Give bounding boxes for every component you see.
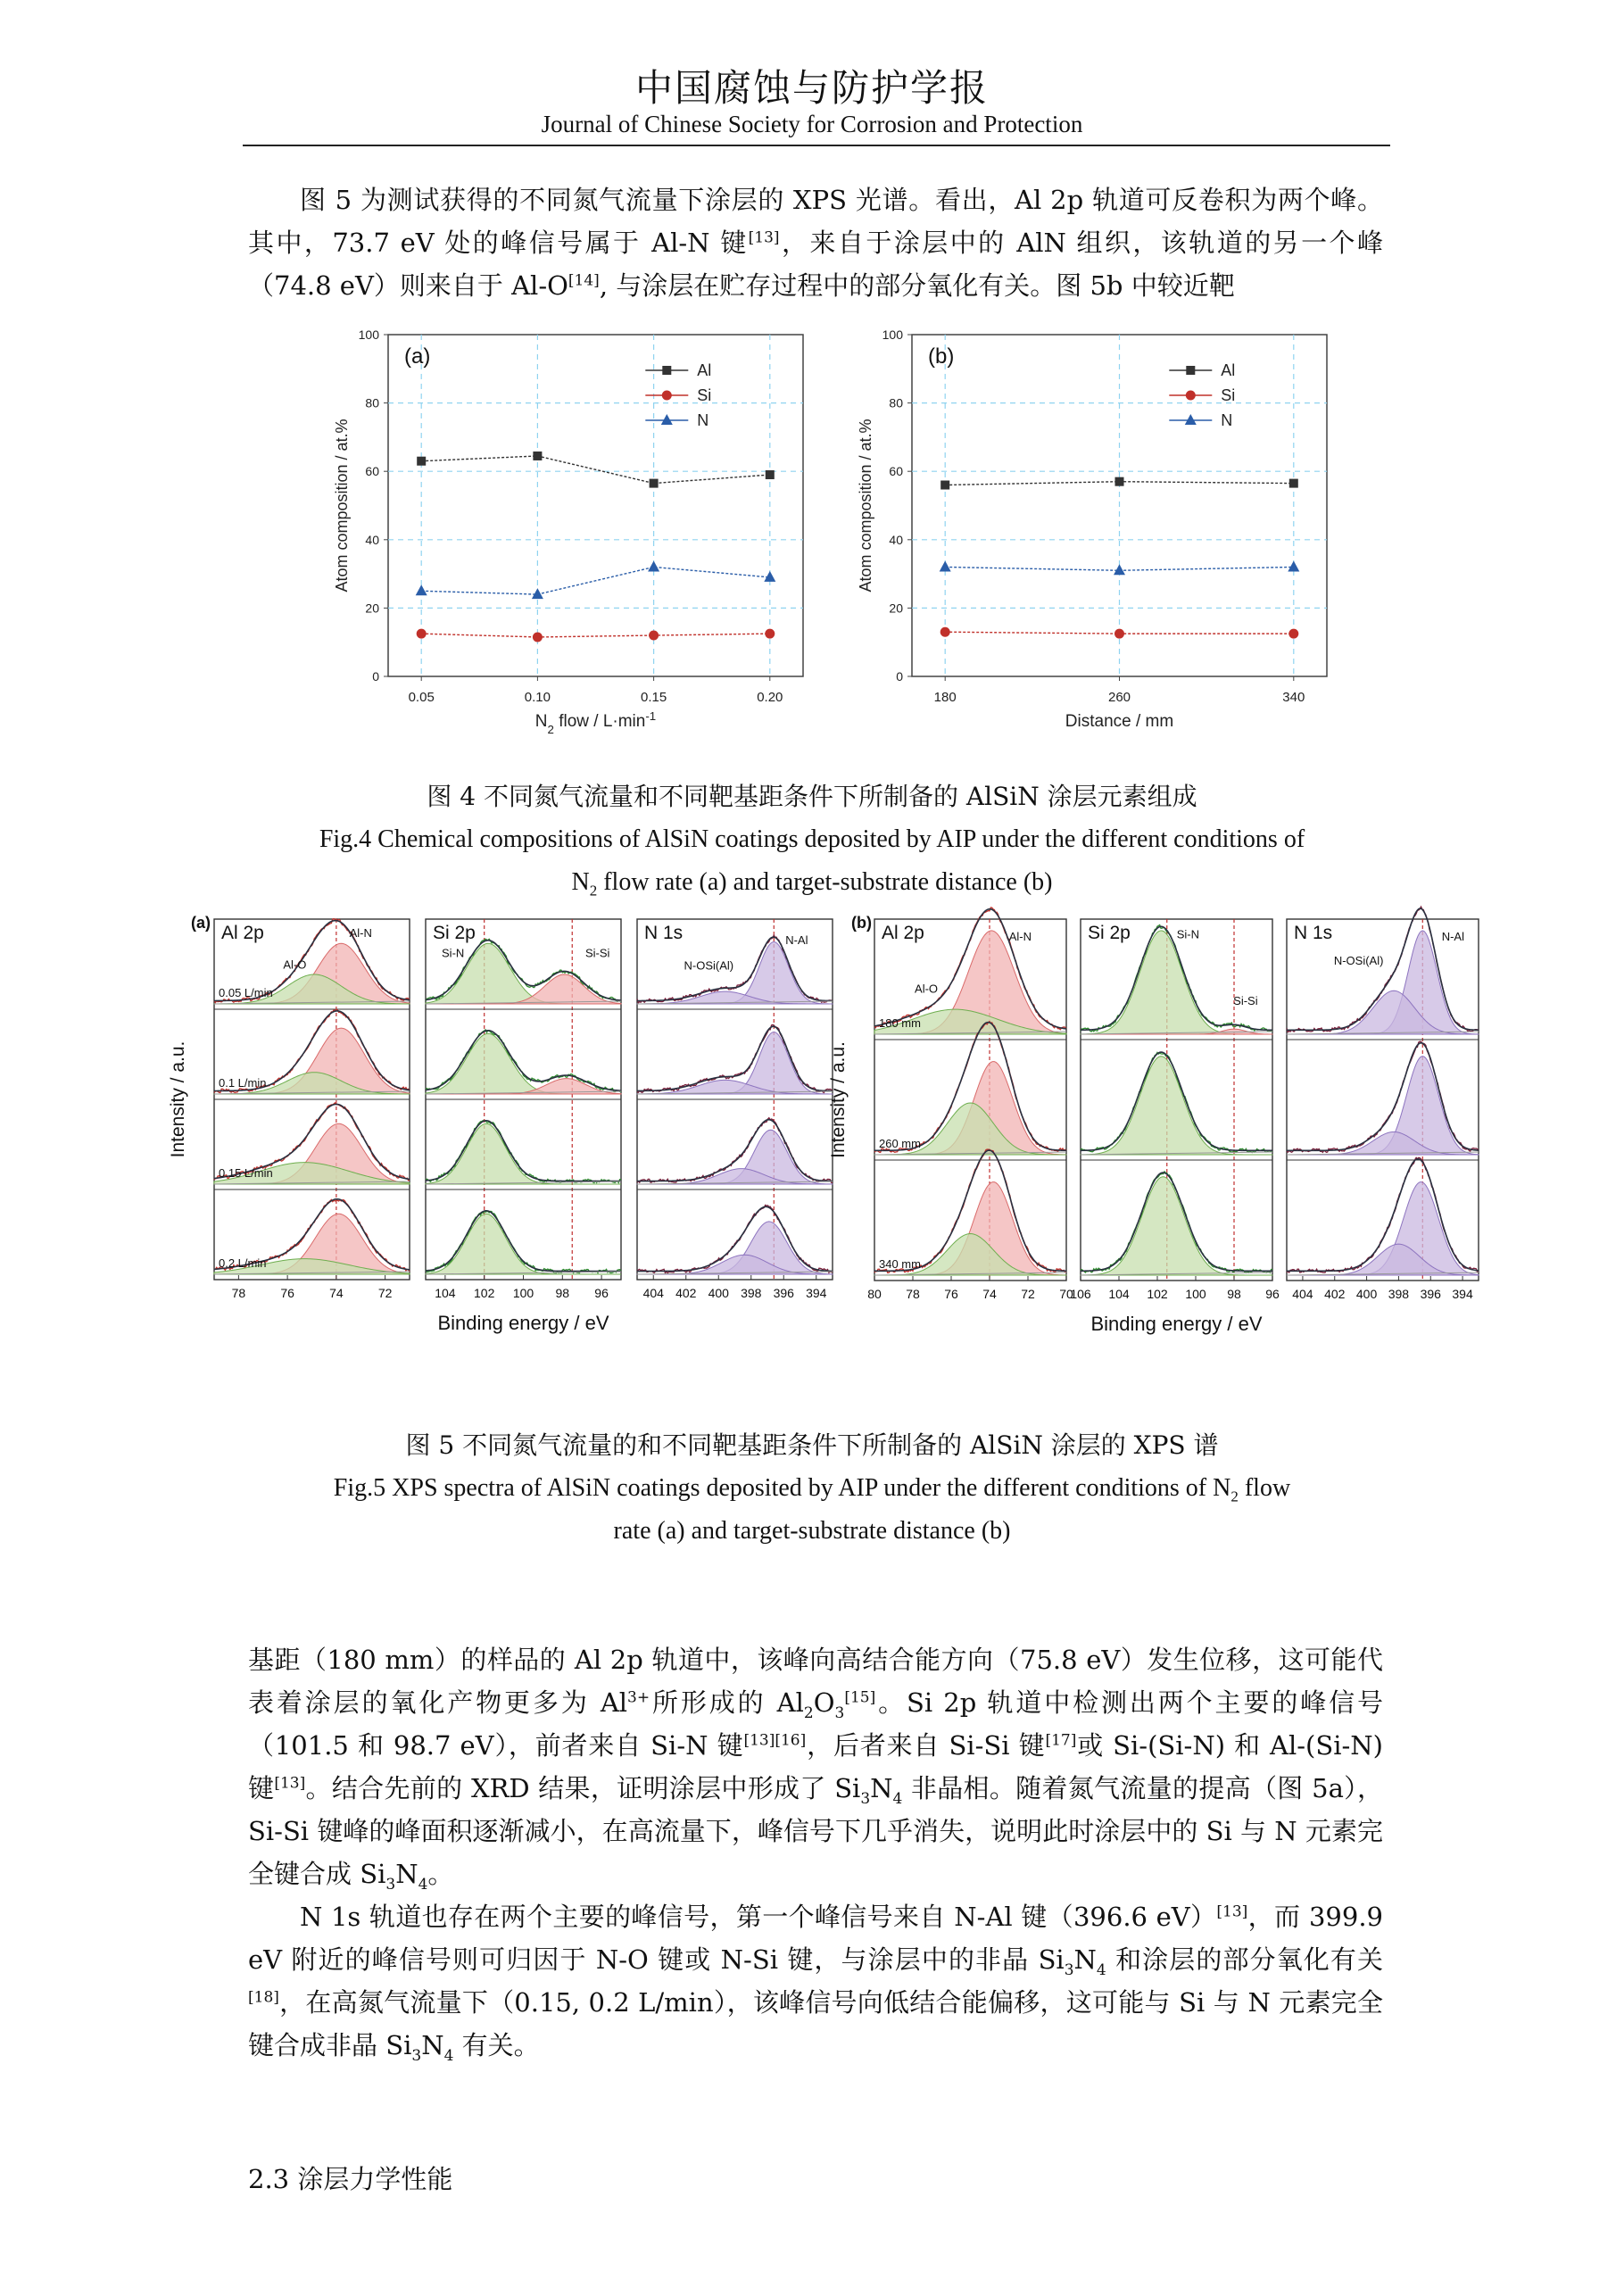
- legend-marker: [662, 391, 672, 401]
- xps-x-tick-label: 98: [555, 1286, 570, 1300]
- point-si: [1114, 629, 1124, 639]
- x-axis-label: $N_2$ flow / $L\cdot\min^{-1}$: [534, 709, 657, 736]
- legend-marker: [661, 414, 673, 425]
- paragraph-1: [248, 178, 1383, 307]
- xps-x-tick-label: 70: [1059, 1287, 1073, 1301]
- paragraph-3-text: N 1s 轨道也存在两个主要的峰信号，第一个峰信号来自 N-Al 键（396.6 eV）[13]，而 399.9 eV 附近的峰信号则可归因于 N-O 键或 N-Si 键，与涂层中的非晶 $Si_3N_4$ 和涂层的部分氧化有关[18]，在高氮气流量下（0.15, 0.2 L/min），该峰信号向低结合能偏移，这可能与 Si 与 N 元素完全键合成非晶 $Si_3N_4$ 有关。: [248, 1902, 1384, 2065]
- xps-x-tick-label: 396: [773, 1286, 794, 1300]
- x-tick-label: 260: [1107, 690, 1131, 705]
- xps-peak-label: Si-Si: [584, 946, 610, 960]
- section-heading: 2.3 涂层力学性能: [248, 2164, 453, 2194]
- xps-x-tick-label: 76: [944, 1287, 958, 1301]
- xps-orbital-title: N 1s: [1294, 923, 1333, 943]
- panel-letter: (a): [404, 344, 431, 369]
- xps-peak-label: Al-N: [1008, 930, 1032, 944]
- xps-orbital-title: Al 2p: [882, 923, 924, 943]
- y-tick-label: 100: [358, 327, 379, 342]
- xps-x-tick-label: 104: [1108, 1287, 1130, 1301]
- point-al: [1289, 479, 1298, 488]
- journal-title-cn: 中国腐蚀与防护学报: [634, 66, 989, 110]
- xps-peak-label: Al-O: [915, 982, 939, 996]
- x-tick-label: 0.05: [408, 690, 435, 705]
- y-tick-label: 0: [896, 669, 903, 684]
- point-si: [533, 632, 543, 642]
- xps-x-tick-label: 106: [1070, 1287, 1091, 1301]
- xps-x-tick-label: 398: [1388, 1287, 1410, 1301]
- figure-4b-chart: [857, 327, 1327, 731]
- figure-5-panels: [168, 907, 1479, 1335]
- point-al: [533, 452, 542, 460]
- figure-5: [168, 914, 1473, 1392]
- journal-title-en: Journal of Chinese Society for Corrosion and Protection: [541, 111, 1083, 137]
- xps-panel-letter: (b): [851, 914, 872, 932]
- legend-label-al: Al: [697, 361, 712, 379]
- y-axis-label: Atom composition / at.%: [857, 419, 874, 593]
- series-line-si: [421, 634, 770, 637]
- y-tick-label: 0: [372, 669, 379, 684]
- xps-row-label: 0.1 L/min: [219, 1076, 267, 1090]
- x-tick-label: 0.10: [524, 690, 551, 705]
- figure-5-caption-en-2: rate (a) and target-substrate distance (b): [613, 1517, 1011, 1545]
- y-tick-label: 60: [889, 464, 903, 479]
- xps-x-tick-label: 78: [231, 1286, 246, 1300]
- figure-5-caption: [0, 1424, 1624, 1553]
- y-tick-label: 20: [365, 601, 379, 616]
- xps-peak-label: N-OSi(Al): [684, 958, 734, 973]
- xps-peak-label: Si-N: [442, 946, 465, 960]
- figure-5-caption-en-1: Fig.5 XPS spectra of AlSiN coatings deposited by AIP under the different conditions of $N_2$ flow: [333, 1474, 1291, 1505]
- figure-4: [321, 317, 1356, 736]
- xps-row-label: 0.15 L/min: [219, 1166, 273, 1180]
- x-tick-label: 0.15: [640, 690, 667, 705]
- xps-peak-label: Si-N: [1176, 927, 1200, 941]
- legend-label-al: Al: [1221, 361, 1236, 379]
- point-si: [1288, 629, 1298, 639]
- x-tick-label: 340: [1282, 690, 1305, 705]
- xps-x-tick-label: 398: [741, 1286, 762, 1300]
- xps-peak-label: Si-Si: [1233, 993, 1258, 1007]
- legend-label-si: Si: [1221, 386, 1236, 404]
- xps-x-axis-label: Binding energy / eV: [437, 1312, 609, 1334]
- figure-4-caption-cn: 图 4 不同氮气流量和不同靶基距条件下所制备的 AlSiN 涂层元素组成: [427, 782, 1197, 811]
- y-tick-label: 20: [889, 601, 903, 616]
- xps-orbital-title: Si 2p: [433, 923, 476, 943]
- xps-x-tick-label: 394: [806, 1286, 827, 1300]
- y-tick-label: 100: [882, 327, 903, 342]
- point-n: [940, 560, 951, 571]
- xps-x-tick-label: 400: [708, 1286, 729, 1300]
- xps-x-tick-label: 100: [512, 1286, 534, 1300]
- xps-row-label: 340 mm: [879, 1257, 921, 1271]
- xps-orbital-title: Si 2p: [1088, 923, 1131, 943]
- y-tick-label: 40: [365, 532, 379, 547]
- xps-peak-label: N-Al: [1441, 930, 1464, 944]
- point-al: [650, 479, 659, 488]
- plot-frame: [388, 335, 803, 676]
- y-tick-label: 40: [889, 532, 903, 547]
- xps-y-axis-label: Intensity / a.u.: [168, 1040, 188, 1158]
- xps-x-tick-label: 402: [675, 1286, 697, 1300]
- xps-x-tick-label: 96: [1265, 1287, 1280, 1301]
- x-tick-label: 0.20: [757, 690, 783, 705]
- point-si: [765, 629, 775, 639]
- xps-x-tick-label: 394: [1452, 1287, 1473, 1301]
- point-al: [417, 457, 426, 466]
- point-n: [648, 560, 659, 571]
- y-tick-label: 60: [365, 464, 379, 479]
- legend-marker: [1186, 391, 1196, 401]
- legend-marker: [1186, 366, 1195, 375]
- figure-4a-chart: [333, 327, 803, 736]
- xps-x-tick-label: 76: [280, 1286, 294, 1300]
- xps-peak-label: N-OSi(Al): [1333, 954, 1384, 968]
- point-al: [1115, 477, 1124, 486]
- xps-x-tick-label: 72: [377, 1286, 393, 1300]
- legend-marker: [662, 366, 671, 375]
- xps-x-tick-label: 74: [982, 1287, 997, 1301]
- y-tick-label: 80: [365, 395, 379, 410]
- xps-x-tick-label: 100: [1185, 1287, 1206, 1301]
- xps-x-tick-label: 102: [474, 1286, 495, 1300]
- xps-row-label: 0.2 L/min: [219, 1256, 267, 1270]
- xps-row-label: 180 mm: [879, 1016, 921, 1030]
- xps-x-tick-label: 96: [594, 1286, 609, 1300]
- xps-peak-label: Al-N: [349, 926, 372, 941]
- paragraph-1-text: 图 5 为测试获得的不同氮气流量下涂层的 XPS 光谱。看出，Al 2p 轨道可反卷积为两个峰。其中，73.7 eV 处的峰信号属于 Al-N 键[13]，来自于涂层中的 AlN 组织，该轨道的另一个峰（74.8 eV）则来自于 Al-O[14], 与涂层在贮存过程中的部分氧化有关。图 5b 中较近靶: [248, 185, 1383, 301]
- series-line-al: [421, 456, 770, 484]
- point-n: [532, 588, 543, 599]
- x-axis-label: Distance / mm: [1065, 712, 1174, 731]
- xps-x-tick-label: 102: [1147, 1287, 1168, 1301]
- figure-4-caption-en-2: $N_2$ flow rate (a) and target-substrate distance (b): [571, 868, 1053, 899]
- legend-label-n: N: [697, 411, 709, 429]
- xps-peak-label: N-Al: [785, 933, 808, 948]
- xps-y-axis-label: Intensity / a.u.: [828, 1041, 849, 1158]
- xps-x-tick-label: 402: [1324, 1287, 1346, 1301]
- xps-row-label: 260 mm: [879, 1137, 921, 1150]
- y-axis-label: Atom composition / at.%: [333, 419, 351, 593]
- paragraph-2-text: 基距（180 mm）的样品的 Al 2p 轨道中，该峰向高结合能方向（75.8 eV）发生位移，这可能代表着涂层的氧化产物更多为 $Al^{3+}$所形成的 $Al_2O_3[15]$。Si 2p 轨道中检测出两个主要的峰信号（101.5 和 98.7 eV），前者来自 Si-N 键[13][16]，后者来自 Si-Si 键[17]或 Si-(Si-N) 和 Al-(Si-N)键[13]。结合先前的 XRD 结果，证明涂层中形成了 $Si_3N_4$ 非晶相。随着氮气流量的提高（图 5a），Si-Si 键峰的峰面积逐渐减小，在高流量下，峰信号下几乎消失，说明此时涂层中的 Si 与 N 元素完全键合成 $Si_3N_4$。: [248, 1645, 1384, 1894]
- legend-label-n: N: [1221, 411, 1233, 429]
- point-al: [940, 481, 949, 490]
- xps-x-axis-label: Binding energy / eV: [1090, 1313, 1263, 1335]
- legend-marker: [1185, 414, 1197, 425]
- legend-label-si: Si: [697, 386, 712, 404]
- xps-x-tick-label: 80: [867, 1287, 882, 1301]
- point-si: [940, 627, 950, 637]
- xps-x-tick-label: 404: [1292, 1287, 1313, 1301]
- xps-row-label: 0.05 L/min: [219, 986, 273, 999]
- point-n: [1114, 564, 1125, 575]
- point-si: [417, 629, 427, 639]
- xps-x-tick-label: 72: [1021, 1287, 1035, 1301]
- xps-peak-label: Al-O: [283, 957, 307, 972]
- xps-x-tick-label: 404: [642, 1286, 664, 1300]
- xps-x-tick-label: 74: [329, 1286, 344, 1300]
- figure-4-caption: [0, 775, 1624, 904]
- point-n: [1288, 560, 1299, 571]
- xps-x-tick-label: 78: [906, 1287, 920, 1301]
- xps-orbital-title: N 1s: [644, 923, 684, 943]
- x-tick-label: 180: [933, 690, 957, 705]
- xps-x-tick-label: 104: [435, 1286, 456, 1300]
- xps-x-tick-label: 98: [1227, 1287, 1241, 1301]
- point-si: [649, 631, 659, 641]
- xps-x-tick-label: 400: [1355, 1287, 1378, 1301]
- xps-panel-letter: (a): [191, 914, 211, 932]
- series-line-n: [421, 567, 770, 594]
- y-tick-label: 80: [889, 395, 903, 410]
- figure-5-caption-cn: 图 5 不同氮气流量的和不同靶基距条件下所制备的 AlSiN 涂层的 XPS 谱: [405, 1430, 1219, 1460]
- panel-letter: (b): [928, 344, 955, 369]
- xps-orbital-title: Al 2p: [221, 923, 264, 943]
- header-rule: [243, 145, 1390, 146]
- point-n: [416, 584, 427, 595]
- xps-x-tick-label: 396: [1420, 1287, 1441, 1301]
- figure-4-caption-en-1: Fig.4 Chemical compositions of AlSiN coatings deposited by AIP under the different conditions of: [319, 825, 1305, 853]
- xps-frame: [1287, 919, 1479, 1281]
- paragraph-2: [248, 1638, 1383, 2067]
- point-al: [766, 470, 775, 479]
